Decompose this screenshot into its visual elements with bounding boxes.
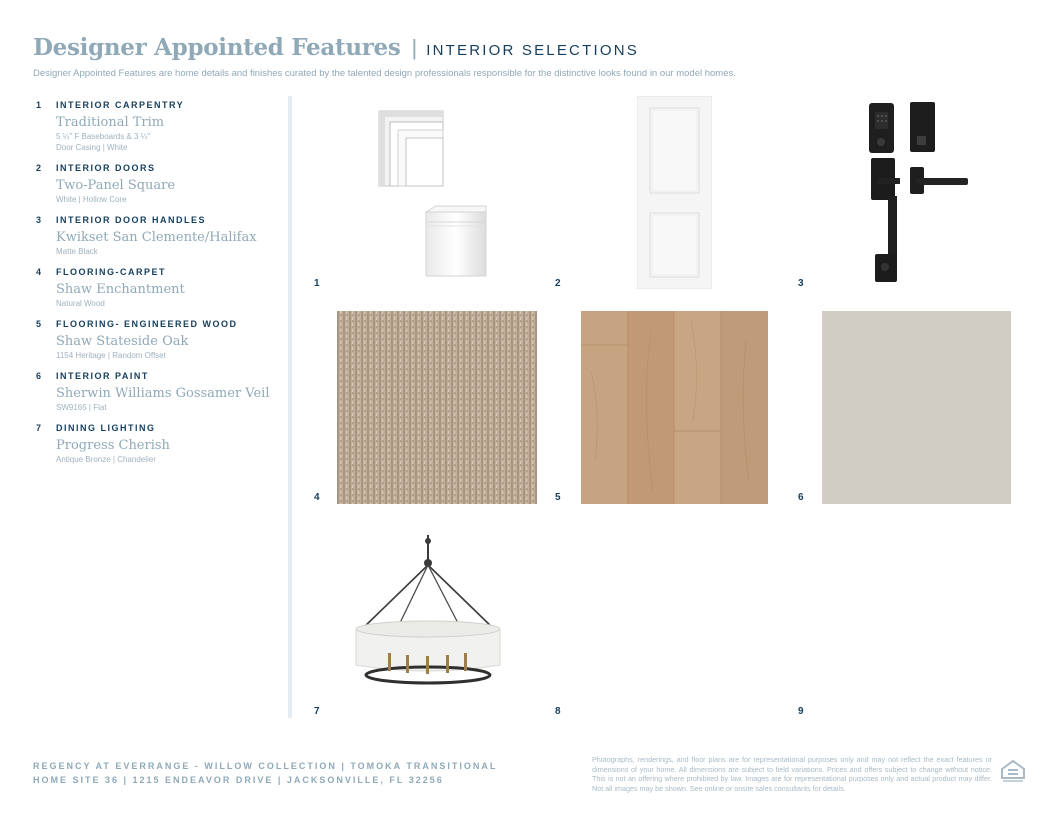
intro-text: Designer Appointed Features are home details and finishes curated by the talented design professionals responsible for the distinctive looks found in our model homes. xyxy=(33,68,736,79)
product-name: Traditional Trim xyxy=(56,115,165,130)
item-body xyxy=(56,230,276,257)
grid-number: 2 xyxy=(555,278,561,289)
page-subtitle: INTERIOR SELECTIONS xyxy=(426,42,639,59)
equal-housing-icon xyxy=(1000,758,1026,784)
category-row xyxy=(36,319,276,329)
item-body xyxy=(56,115,276,153)
footer-address xyxy=(33,759,497,787)
category-label: INTERIOR DOORS xyxy=(56,163,156,173)
product-detail: Natural Wood xyxy=(56,299,105,308)
grid-number: 8 xyxy=(555,706,561,717)
page-title: Designer Appointed Features xyxy=(33,34,401,61)
paint-swatch xyxy=(822,311,1011,504)
item-number: 4 xyxy=(36,267,43,277)
product-detail: SW9165 | Flat xyxy=(56,403,107,412)
item-body xyxy=(56,334,276,361)
selection-list xyxy=(36,100,276,475)
item-number: 1 xyxy=(36,100,43,110)
product-name: Progress Cherish xyxy=(56,438,170,453)
item-body xyxy=(56,386,276,413)
item-number: 6 xyxy=(36,371,43,381)
category-label: INTERIOR PAINT xyxy=(56,371,149,381)
page-header xyxy=(33,34,1035,79)
selection-item xyxy=(36,100,276,153)
title-separator: | xyxy=(411,35,418,60)
footer-line-1: REGENCY AT EVERRANGE - WILLOW COLLECTION | TOMOKA TRANSITIONAL xyxy=(33,761,498,771)
product-name: Shaw Stateside Oak xyxy=(56,334,189,349)
wood-swatch xyxy=(581,311,768,504)
item-number: 3 xyxy=(36,215,43,225)
grid-number: 4 xyxy=(314,492,320,503)
product-detail: Matte Black xyxy=(56,247,98,256)
item-body xyxy=(56,438,276,465)
footer-line-2: HOME SITE 36 | 1215 ENDEAVOR DRIVE | JACKSONVILLE, FL 32256 xyxy=(33,775,444,785)
disclaimer-text: Photographs, renderings, and floor plans are for representational purposes only and may not reflect the exact features or dimensions of your home. All dimensions are subject to field variations. Prices and offers subject to change without notice. This is not an offering where prohibited by law. Images are for representational purposes only and actual product may differ. Not all images may be shown. See online or onsite sales consultants for details. xyxy=(592,755,992,793)
category-row xyxy=(36,163,276,173)
divider-line xyxy=(288,96,292,718)
item-number: 5 xyxy=(36,319,43,329)
product-detail: 5 ¼" F Baseboards & 3 ¼" xyxy=(56,132,151,141)
product-detail: White | Hollow Core xyxy=(56,195,127,204)
door-image xyxy=(637,96,712,289)
title-row xyxy=(33,34,1035,61)
selection-item xyxy=(36,215,276,257)
carpet-swatch xyxy=(337,311,537,504)
category-row xyxy=(36,371,276,381)
door-handle-image xyxy=(866,100,972,286)
item-body xyxy=(56,178,276,205)
grid-number: 7 xyxy=(314,706,320,717)
item-number: 2 xyxy=(36,163,43,173)
item-number: 7 xyxy=(36,423,43,433)
selection-item xyxy=(36,267,276,309)
grid-number: 6 xyxy=(798,492,804,503)
grid-number: 9 xyxy=(798,706,804,717)
category-row xyxy=(36,423,276,433)
category-label: FLOORING-CARPET xyxy=(56,267,166,277)
product-detail: Antique Bronze | Chandelier xyxy=(56,455,156,464)
category-label: INTERIOR DOOR HANDLES xyxy=(56,215,207,225)
product-detail: Door Casing | White xyxy=(56,143,128,152)
category-row xyxy=(36,215,276,225)
grid-number: 3 xyxy=(798,278,804,289)
item-body xyxy=(56,282,276,309)
product-name: Sherwin Williams Gossamer Veil xyxy=(56,386,270,401)
grid-number: 5 xyxy=(555,492,561,503)
selection-item xyxy=(36,163,276,205)
selection-item xyxy=(36,371,276,413)
product-detail: 1154 Heritage | Random Offset xyxy=(56,351,166,360)
category-label: INTERIOR CARPENTRY xyxy=(56,100,185,110)
product-name: Kwikset San Clemente/Halifax xyxy=(56,230,257,245)
category-row xyxy=(36,267,276,277)
category-label: DINING LIGHTING xyxy=(56,423,156,433)
category-label: FLOORING- ENGINEERED WOOD xyxy=(56,319,238,329)
chandelier-image xyxy=(348,535,508,687)
product-name: Two-Panel Square xyxy=(56,178,176,193)
trim-image xyxy=(376,108,490,280)
selection-item xyxy=(36,319,276,361)
selection-item xyxy=(36,423,276,465)
category-row xyxy=(36,100,276,110)
grid-number: 1 xyxy=(314,278,320,289)
product-name: Shaw Enchantment xyxy=(56,282,185,297)
